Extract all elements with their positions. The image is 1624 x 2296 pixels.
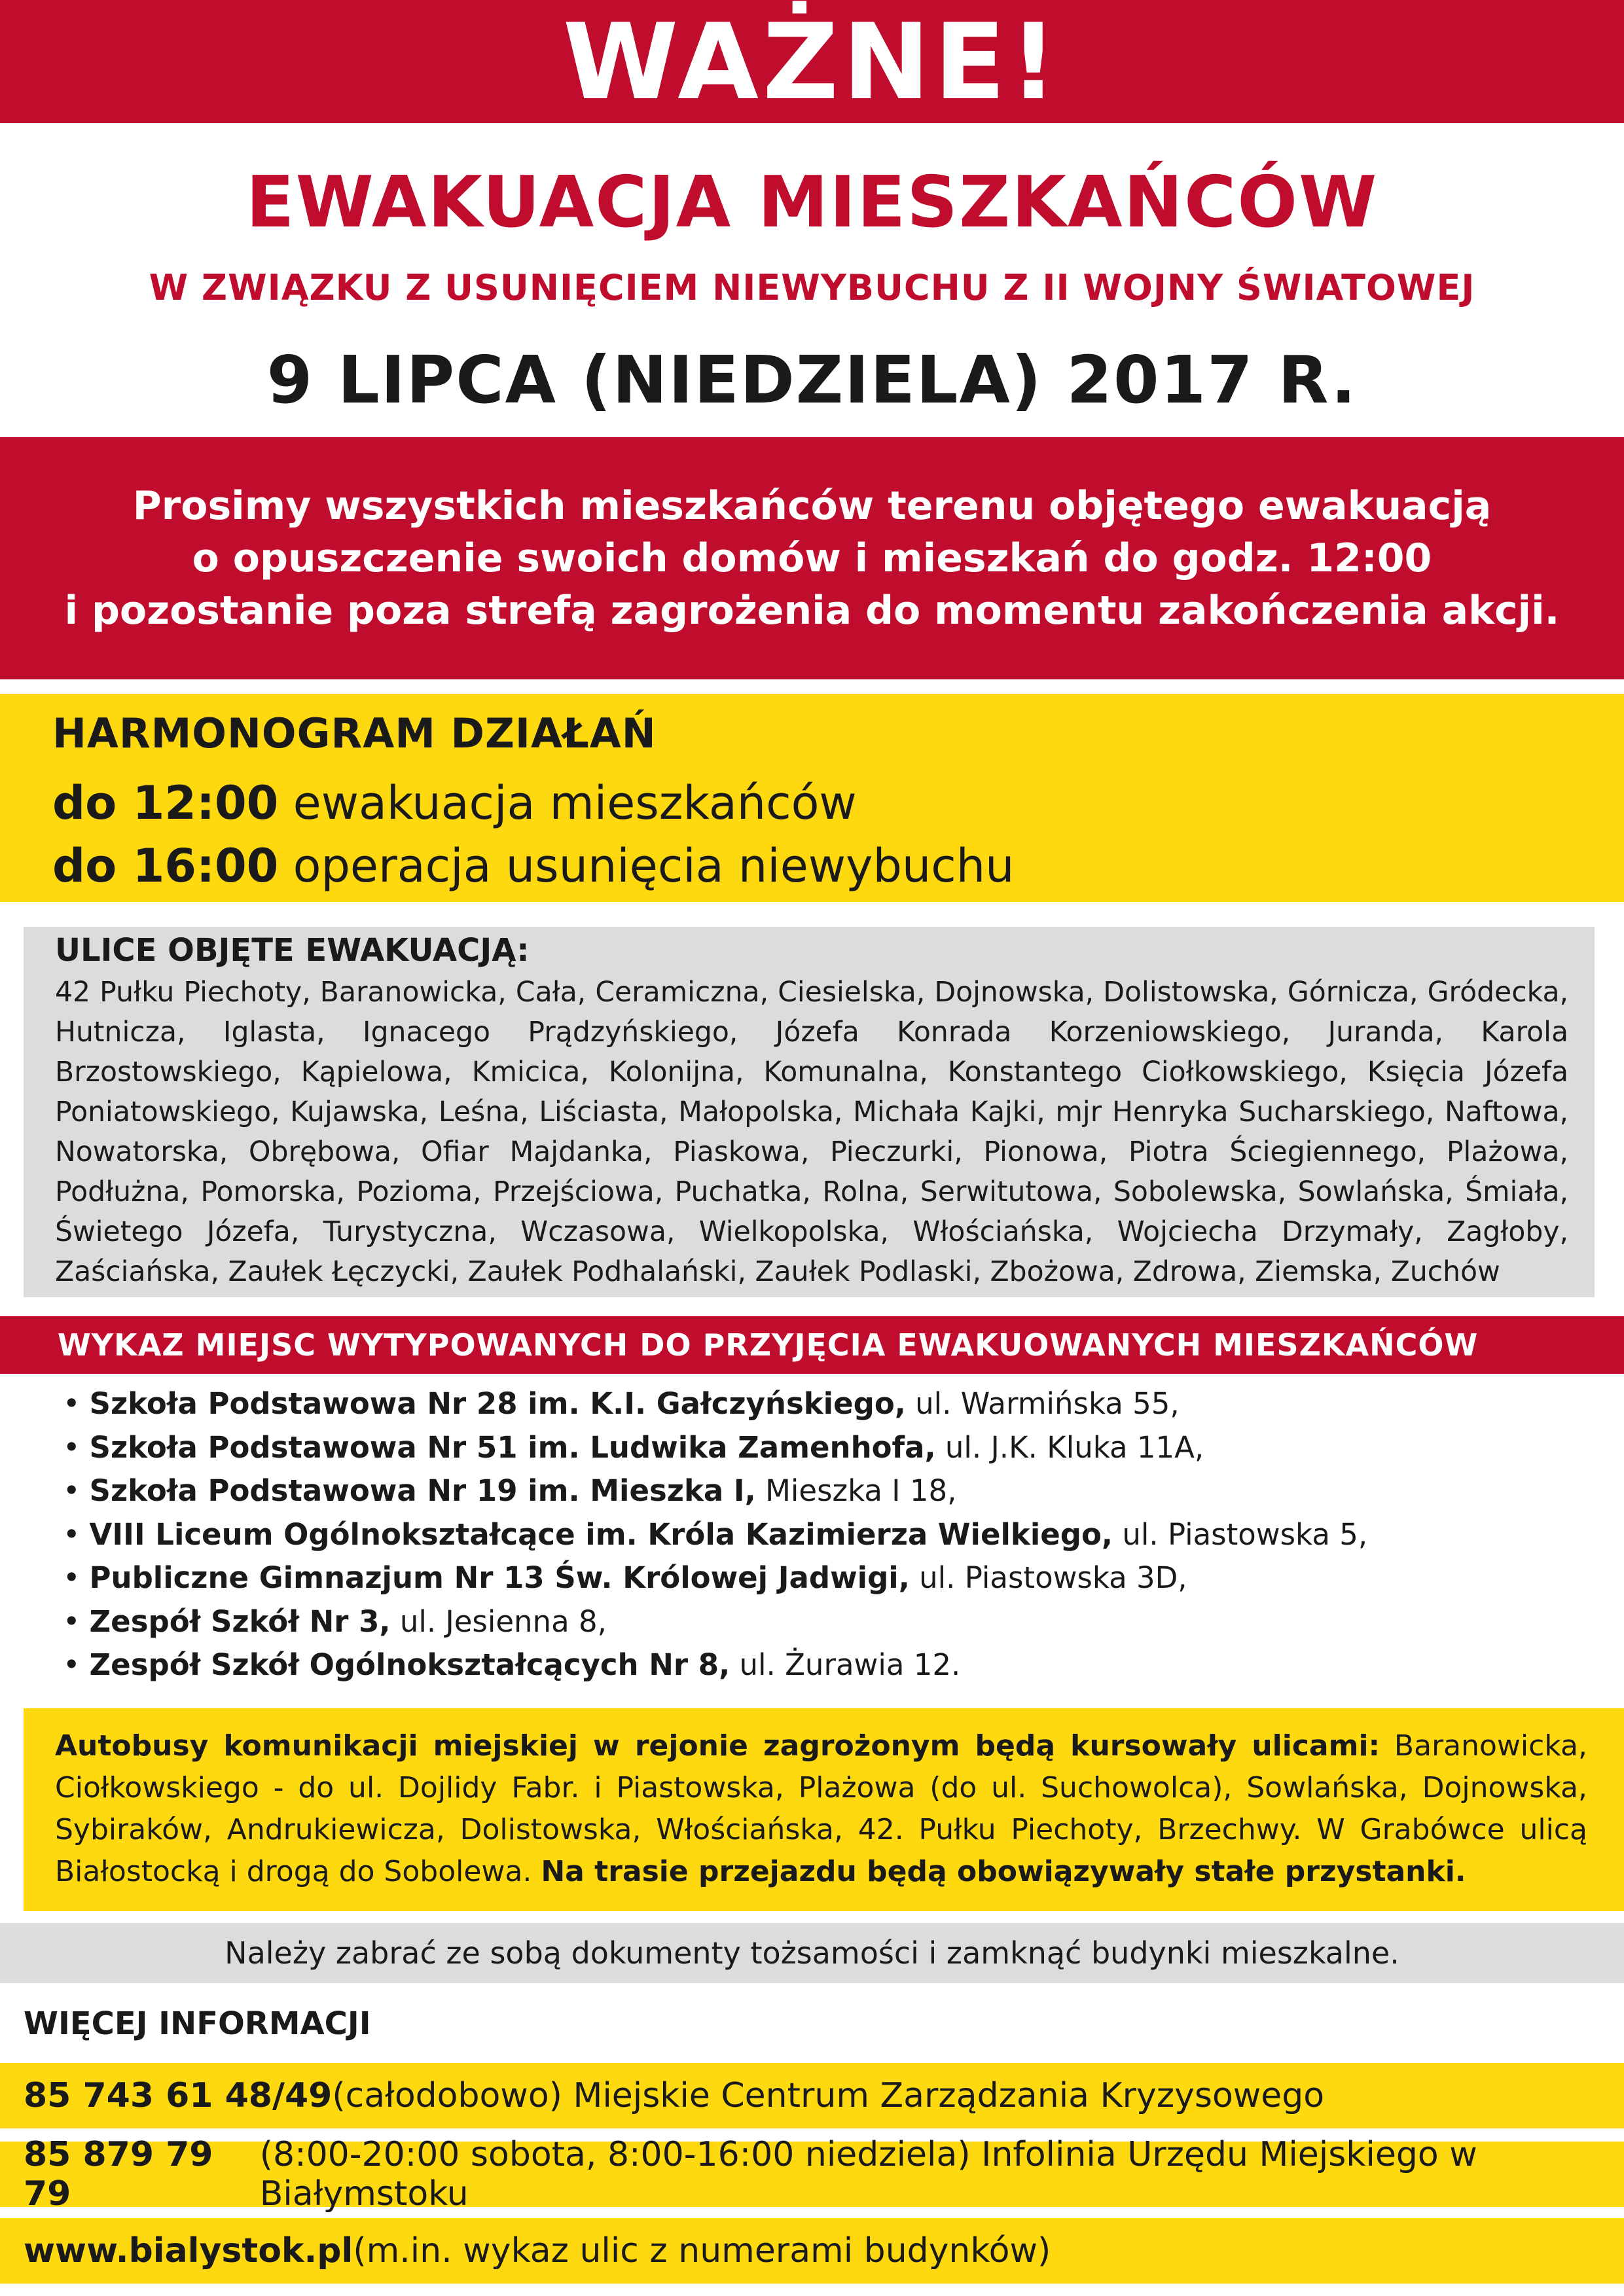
event-date: 9 LIPCA (NIEDZIELA) 2017 R. <box>266 342 1358 418</box>
info-row-hotline <box>0 2135 1624 2214</box>
plea-line-1: Prosimy wszystkich mieszkańców terenu objętego ewakuacją <box>132 483 1492 529</box>
plea-line-3: i pozostanie poza strefą zagrożenia do momentu zakończenia akcji. <box>64 588 1560 634</box>
list-item <box>63 1513 1624 1557</box>
page-title: EWAKUACJA MIESZKAŃCÓW <box>245 162 1379 243</box>
documents-note: Należy zabrać ze sobą dokumenty tożsamości i zamknąć budynki mieszkalne. <box>0 1923 1624 1983</box>
banner-important: WAŻNE! <box>0 0 1624 123</box>
page-subtitle: W ZWIĄZKU Z USUNIĘCIEM NIEWYBUCHU Z II WOJNY ŚWIATOWEJ <box>149 267 1475 308</box>
buses-box <box>24 1708 1624 1911</box>
schedule-activity: operacja usunięcia niewybuchu <box>293 839 1015 893</box>
plea-line-2: o opuszczenie swoich domów i mieszkań do godz. 12:00 <box>192 535 1432 581</box>
schedule-row-evacuation <box>52 776 857 830</box>
website-link[interactable]: www.bialystok.pl <box>24 2231 353 2270</box>
shelter-name: Szkoła Podstawowa Nr 28 im. K.I. Gałczyńskiego, <box>89 1386 906 1421</box>
phone-number[interactable]: 85 743 61 48/49 <box>24 2076 333 2115</box>
buses-body: Baranowicka, Ciołkowskiego - do ul. Dojlidy Fabr. i Piastowska, Plażowa (do ul. Suchowolca), Sowlańska, Dojnowska, Sybiraków, Andrukiewicza, Dolistowska, Włościańska, 42. Pułku Piechoty, Brzechwy. W Grabówce ulicą Białostocką i drogą do Sobolewa. <box>55 1729 1587 1888</box>
info-row-crisis-center <box>0 2063 1624 2128</box>
info-description: (całodobowo) Miejskie Centrum Zarządzania Kryzysowego <box>332 2076 1325 2115</box>
shelter-address: ul. Jesienna 8, <box>390 1604 607 1639</box>
list-item <box>63 1382 1624 1426</box>
schedule-title: HARMONOGRAM DZIAŁAŃ <box>52 709 657 757</box>
shelter-address: ul. Warmińska 55, <box>905 1386 1180 1421</box>
plea-box <box>0 437 1624 679</box>
list-item <box>63 1556 1624 1600</box>
shelter-address: ul. J.K. Kluka 11A, <box>935 1429 1204 1465</box>
buses-text <box>55 1725 1587 1893</box>
shelter-name: Zespół Szkół Nr 3, <box>89 1604 391 1639</box>
shelter-address: ul. Piastowska 5, <box>1113 1516 1368 1552</box>
schedule-time: do 12:00 <box>52 776 279 830</box>
info-description: (m.in. wykaz ulic z numerami budynków) <box>353 2231 1051 2270</box>
list-item <box>63 1600 1624 1644</box>
shelter-name: Szkoła Podstawowa Nr 19 im. Mieszka I, <box>89 1473 756 1508</box>
buses-tail: Na trasie przejazdu będą obowiązywały stałe przystanki. <box>541 1855 1466 1888</box>
buses-lead: Autobusy komunikacji miejskiej w rejonie zagrożonym będą kursowały ulicami: <box>55 1729 1380 1763</box>
phone-number[interactable]: 85 879 79 79 <box>24 2135 213 2214</box>
list-item <box>63 1469 1624 1513</box>
streets-title: ULICE OBJĘTE EWAKUACJĄ: <box>55 932 530 969</box>
list-item <box>63 1426 1624 1470</box>
shelter-name: Szkoła Podstawowa Nr 51 im. Ludwika Zamenhofa, <box>89 1429 936 1465</box>
shelter-address: ul. Piastowska 3D, <box>909 1560 1187 1595</box>
streets-list: 42 Pułku Piechoty, Baranowicka, Cała, Ceramiczna, Ciesielska, Dojnowska, Dolistowska, Górnicza, Gródecka, Hutnicza, Iglasta, Ignacego Prądzyńskiego, Józefa Konrada Korzeniowskiego, Juranda, Karola Brzostowskiego, Kąpielowa, Kmicica, Kolonijna, Komunalna, Konstantego Ciołkowskiego, Księcia Józefa Poniatowskiego, Kujawska, Leśna, Liściasta, Małopolska, Michała Kajki, mjr Henryka Sucharskiego, Naftowa, Nowatorska, Obrębowa, Ofiar Majdanka, Piaskowa, Pieczurki, Pionowa, Piotra Ściegiennego, Plażowa, Podłużna, Pomorska, Pozioma, Przejściowa, Puchatka, Rolna, Serwitutowa, Sobolewska, Sowlańska, Śmiała, Świetego Józefa, Turystyczna, Wczasowa, Wielkopolska, Włościańska, Wojciecha Drzymały, Zagłoby, Zaściańska, Zaułek Łęczycki, Zaułek Podhalański, Zaułek Podlaski, Zbożowa, Zdrowa, Ziemska, Zuchów <box>55 977 1568 1288</box>
shelter-address: ul. Żurawia 12. <box>730 1647 961 1682</box>
shelter-name: Zespół Szkół Ogólnokształcących Nr 8, <box>89 1647 731 1682</box>
shelter-name: VIII Liceum Ogólnokształcące im. Króla Kazimierza Wielkiego, <box>89 1516 1113 1552</box>
more-info-title: WIĘCEJ INFORMACJI <box>24 2005 371 2042</box>
schedule-box <box>0 694 1624 902</box>
shelters-list <box>0 1382 1624 1687</box>
schedule-activity: ewakuacja mieszkańców <box>293 776 857 830</box>
info-description: (8:00-20:00 sobota, 8:00-16:00 niedziela) Infolinia Urzędu Miejskiego w Białymstoku <box>259 2135 1477 2214</box>
streets-box <box>24 927 1595 1297</box>
list-item <box>63 1643 1624 1687</box>
schedule-row-removal <box>52 839 1014 893</box>
shelter-address: Mieszka I 18, <box>755 1473 957 1508</box>
info-row-website <box>0 2218 1624 2284</box>
shelter-name: Publiczne Gimnazjum Nr 13 Św. Królowej Jadwigi, <box>89 1560 910 1595</box>
schedule-time: do 16:00 <box>52 839 279 893</box>
shelters-title: WYKAZ MIEJSC WYTYPOWANYCH DO PRZYJĘCIA EWAKUOWANYCH MIESZKAŃCÓW <box>0 1316 1624 1374</box>
